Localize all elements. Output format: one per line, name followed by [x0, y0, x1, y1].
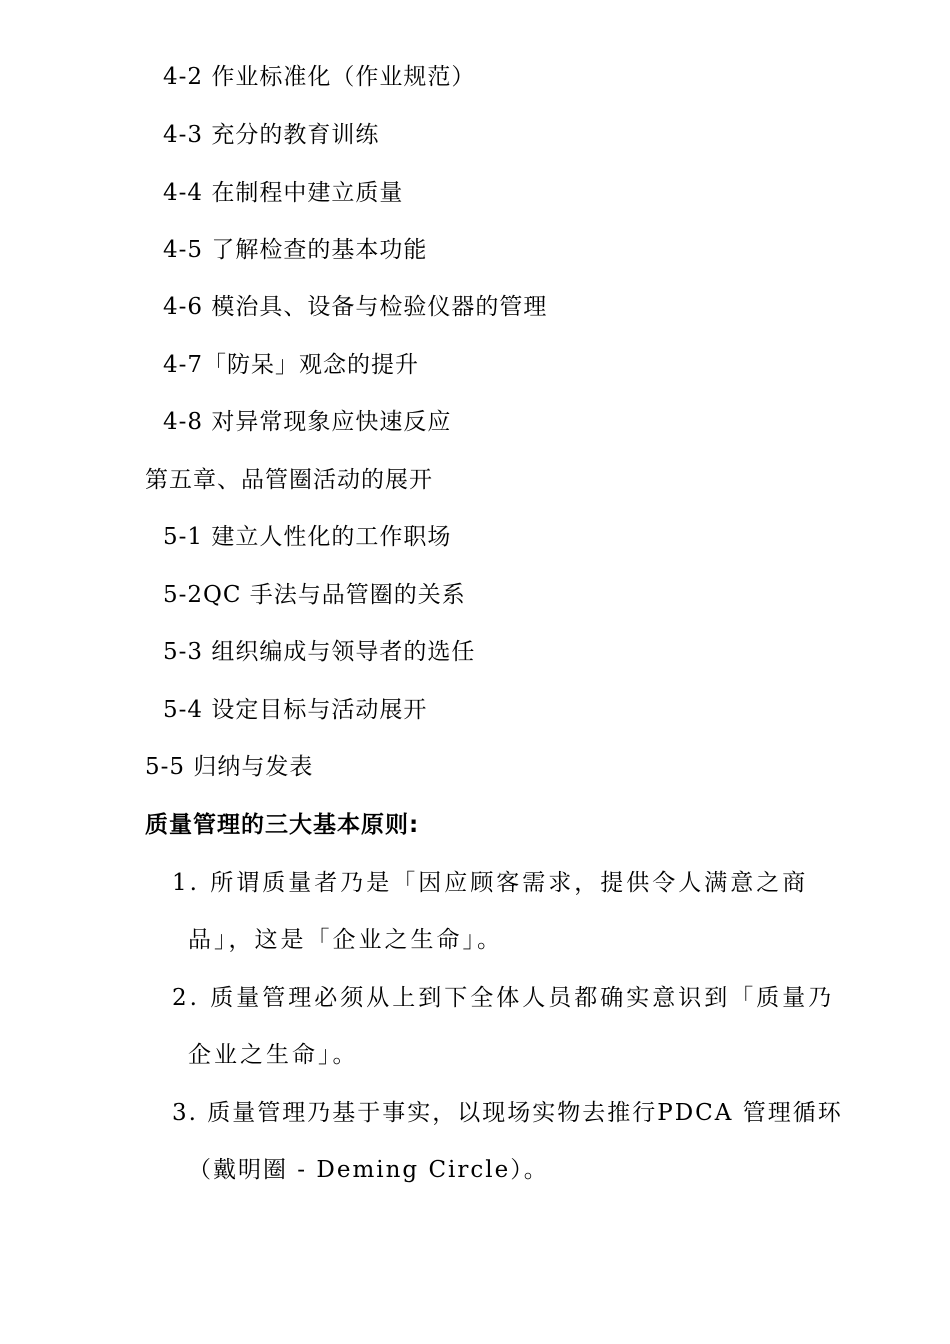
toc-item-4-8: 4-8 对异常现象应快速反应 — [163, 409, 452, 435]
toc-item-4-2: 4-2 作业标准化（作业规范） — [163, 64, 476, 90]
chapter-5-title: 第五章、品管圈活动的展开 — [145, 467, 433, 493]
principle-1-line2: 品」，这是「企业之生命」。 — [188, 927, 503, 953]
toc-item-5-1: 5-1 建立人性化的工作职场 — [163, 524, 452, 550]
toc-item-5-5: 5-5 归纳与发表 — [145, 754, 314, 780]
toc-item-5-4: 5-4 设定目标与活动展开 — [163, 697, 428, 723]
toc-item-4-4: 4-4 在制程中建立质量 — [163, 180, 404, 206]
principle-3-line1: 3. 质量管理乃基于事实，以现场实物去推行PDCA 管理循环 — [172, 1100, 843, 1126]
principle-3-line2: （戴明圈 - Deming Circle）。 — [188, 1157, 549, 1183]
principle-2-line2: 企业之生命」。 — [188, 1042, 359, 1068]
toc-item-4-6: 4-6 模治具、设备与检验仪器的管理 — [163, 294, 548, 320]
toc-item-5-2: 5-2QC 手法与品管圈的关系 — [163, 582, 466, 608]
principle-2-line1: 2. 质量管理必须从上到下全体人员都确实意识到「质量乃 — [172, 985, 835, 1011]
principles-heading: 质量管理的三大基本原则: — [145, 812, 420, 838]
principle-1-line1: 1. 所谓质量者乃是「因应顾客需求，提供令人满意之商 — [172, 870, 809, 896]
toc-item-5-3: 5-3 组织编成与领导者的选任 — [163, 639, 476, 665]
toc-item-4-3: 4-3 充分的教育训练 — [163, 122, 380, 148]
toc-item-4-7: 4-7「防呆」观念的提升 — [163, 352, 420, 378]
toc-item-4-5: 4-5 了解检查的基本功能 — [163, 237, 428, 263]
